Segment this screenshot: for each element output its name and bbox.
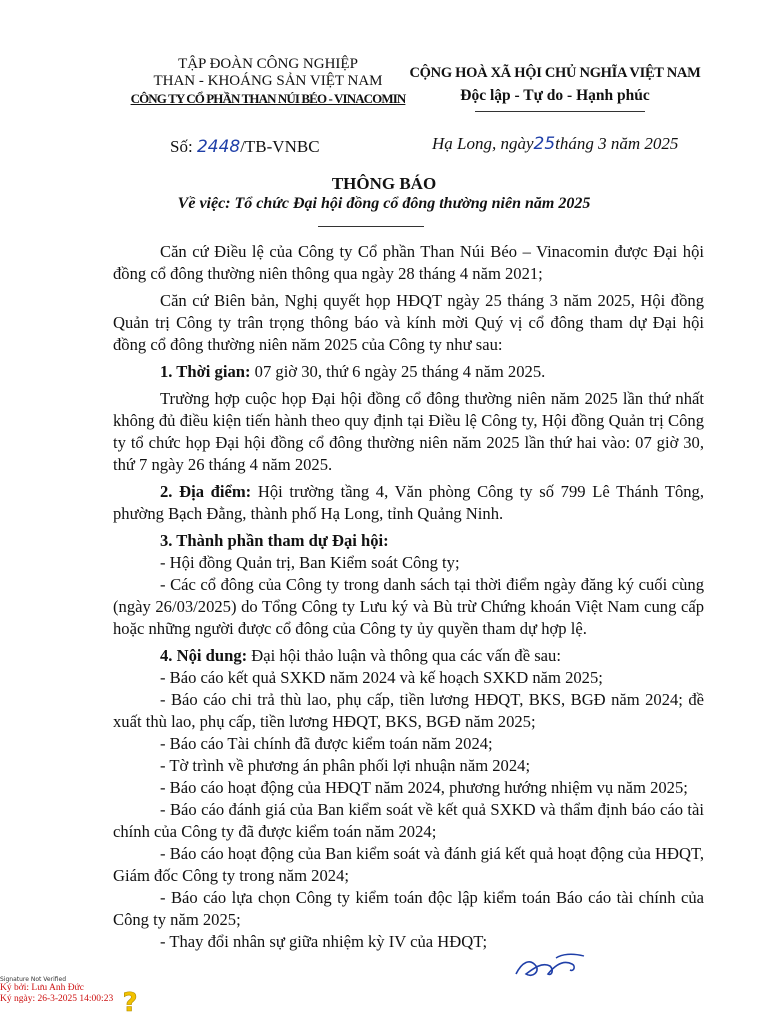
section-time (113, 361, 704, 383)
attendee-item: - Các cổ đông của Công ty trong danh sách tại thời điểm ngày đăng ký cuối cùng (ngày 26/03/2025) do Tổng Công ty Lưu ký và Bù trừ Chứng khoán Việt Nam cung cấp hoặc những người được cổ đông của Công ty ủy quyền tham dự hợp lệ. (113, 575, 704, 638)
document-body (113, 241, 704, 953)
attendee-item: - Hội đồng Quản trị, Ban Kiểm soát Công ty; (160, 553, 460, 572)
section-location-text: Hội trường tầng 4, Văn phòng Công ty số 799 Lê Thánh Tông, phường Bạch Đằng, thành phố Hạ Long, tỉnh Quảng Ninh. (113, 482, 704, 523)
national-motto: Độc lập - Tự do - Hạnh phúc (460, 87, 650, 104)
agenda-item: - Báo cáo chi trả thù lao, phụ cấp, tiền lương HĐQT, BKS, BGĐ năm 2024; đề xuất thù lao, phụ cấp, tiền lương HĐQT, BKS, BGĐ năm 2025; (113, 690, 704, 731)
section-content (113, 645, 704, 667)
date-rest: tháng 3 năm 2025 (555, 134, 679, 153)
signature-signer: Ký bởi: Lưu Anh Đức (0, 983, 84, 993)
signature-unverified-icon (116, 988, 144, 1016)
section-location-label: 2. Địa điểm: (160, 482, 252, 501)
date-day-handwritten: 25 (533, 134, 556, 154)
agenda-item: - Báo cáo đánh giá của Ban kiểm soát về kết quả SXKD và thẩm định báo cáo tài chính của Công ty đã được kiểm toán năm 2024; (113, 800, 704, 841)
digital-signature (0, 976, 200, 1005)
paragraph-basis-resolution: Căn cứ Biên bản, Nghị quyết họp HĐQT ngày 25 tháng 3 năm 2025, Hội đồng Quản trị Công ty trân trọng thông báo và kính mời Quý vị cổ đông tham dự Đại hội đồng cổ đông thường niên năm 2025 của Công ty như sau: (113, 291, 704, 354)
section-content-text: Đại hội thảo luận và thông qua các vấn đề sau: (247, 646, 561, 665)
document-title: THÔNG BÁO (331, 174, 437, 193)
agenda-item: - Báo cáo Tài chính đã được kiểm toán năm 2024; (160, 734, 493, 753)
doc-number-prefix: Số: (170, 137, 193, 156)
issuer-parent: THAN - KHOÁNG SẢN VIỆT NAM (153, 73, 383, 89)
signature-date: Ký ngày: 26-3-2025 14:00:23 (0, 994, 114, 1004)
doc-number-suffix: /TB-VNBC (240, 137, 320, 156)
agenda-item: - Báo cáo hoạt động của HĐQT năm 2024, phương hướng nhiệm vụ năm 2025; (160, 778, 688, 797)
agenda-item: - Báo cáo hoạt động của Ban kiểm soát và đánh giá kết quả hoạt động của HĐQT, Giám đốc Công ty trong năm 2024; (113, 844, 704, 885)
agenda-item: - Báo cáo kết quả SXKD năm 2024 và kế hoạch SXKD năm 2025; (160, 668, 603, 687)
issuer-company: CÔNG TY CỔ PHẦN THAN NÚI BÉO - VINACOMIN (130, 91, 406, 106)
section-attendees-label: 3. Thành phần tham dự Đại hội: (160, 531, 389, 550)
section-time-label: 1. Thời gian: (160, 362, 251, 381)
subject-underline (318, 226, 424, 227)
svg-text:?: ? (122, 988, 138, 1016)
section-content-label: 4. Nội dung: (160, 646, 248, 665)
paragraph-basis-charter: Căn cứ Điều lệ của Công ty Cổ phần Than Núi Béo – Vinacomin được Đại hội đồng cổ đông thường niên thông qua ngày 28 tháng 4 năm 2021; (113, 242, 704, 283)
doc-number-handwritten: 2448 (196, 137, 241, 157)
section-time-text: 07 giờ 30, thứ 6 ngày 25 tháng 4 năm 2025. (250, 362, 546, 381)
issuer-block (118, 56, 418, 107)
national-title: CỘNG HOÀ XÃ HỘI CHỦ NGHĨA VIỆT NAM (409, 65, 701, 81)
place-label: Hạ Long, ngày (432, 134, 534, 153)
motto-underline (475, 111, 645, 112)
place-date (432, 134, 678, 154)
agenda-item: - Báo cáo lựa chọn Công ty kiểm toán độc lập kiểm toán Báo cáo tài chính của Công ty năm 2025; (113, 888, 704, 929)
handwritten-initials (512, 948, 592, 982)
agenda-item: - Thay đổi nhân sự giữa nhiệm kỳ IV của HĐQT; (160, 932, 488, 951)
national-motto-block (405, 65, 705, 105)
section-attendees (113, 530, 704, 552)
document-subject: Về việc: Tổ chức Đại hội đồng cổ đông thường niên năm 2025 (177, 195, 591, 212)
paragraph-second-meeting: Trường hợp cuộc họp Đại hội đồng cổ đông thường niên năm 2025 lần thứ nhất không đủ điều kiện tiến hành theo quy định tại Điều lệ Công ty, Hội đồng Quản trị Công ty tổ chức họp Đại hội đồng cổ đông thường niên năm 2025 lần thứ hai vào: 07 giờ 30, thứ 7 ngày 26 tháng 4 năm 2025. (113, 389, 704, 474)
section-location (113, 481, 704, 525)
issuer-group: TẬP ĐOÀN CÔNG NGHIỆP (178, 56, 358, 72)
agenda-item: - Tờ trình về phương án phân phối lợi nhuận năm 2024; (160, 756, 531, 775)
signature-status: Signature Not Verified (0, 976, 67, 983)
document-number (170, 137, 320, 157)
